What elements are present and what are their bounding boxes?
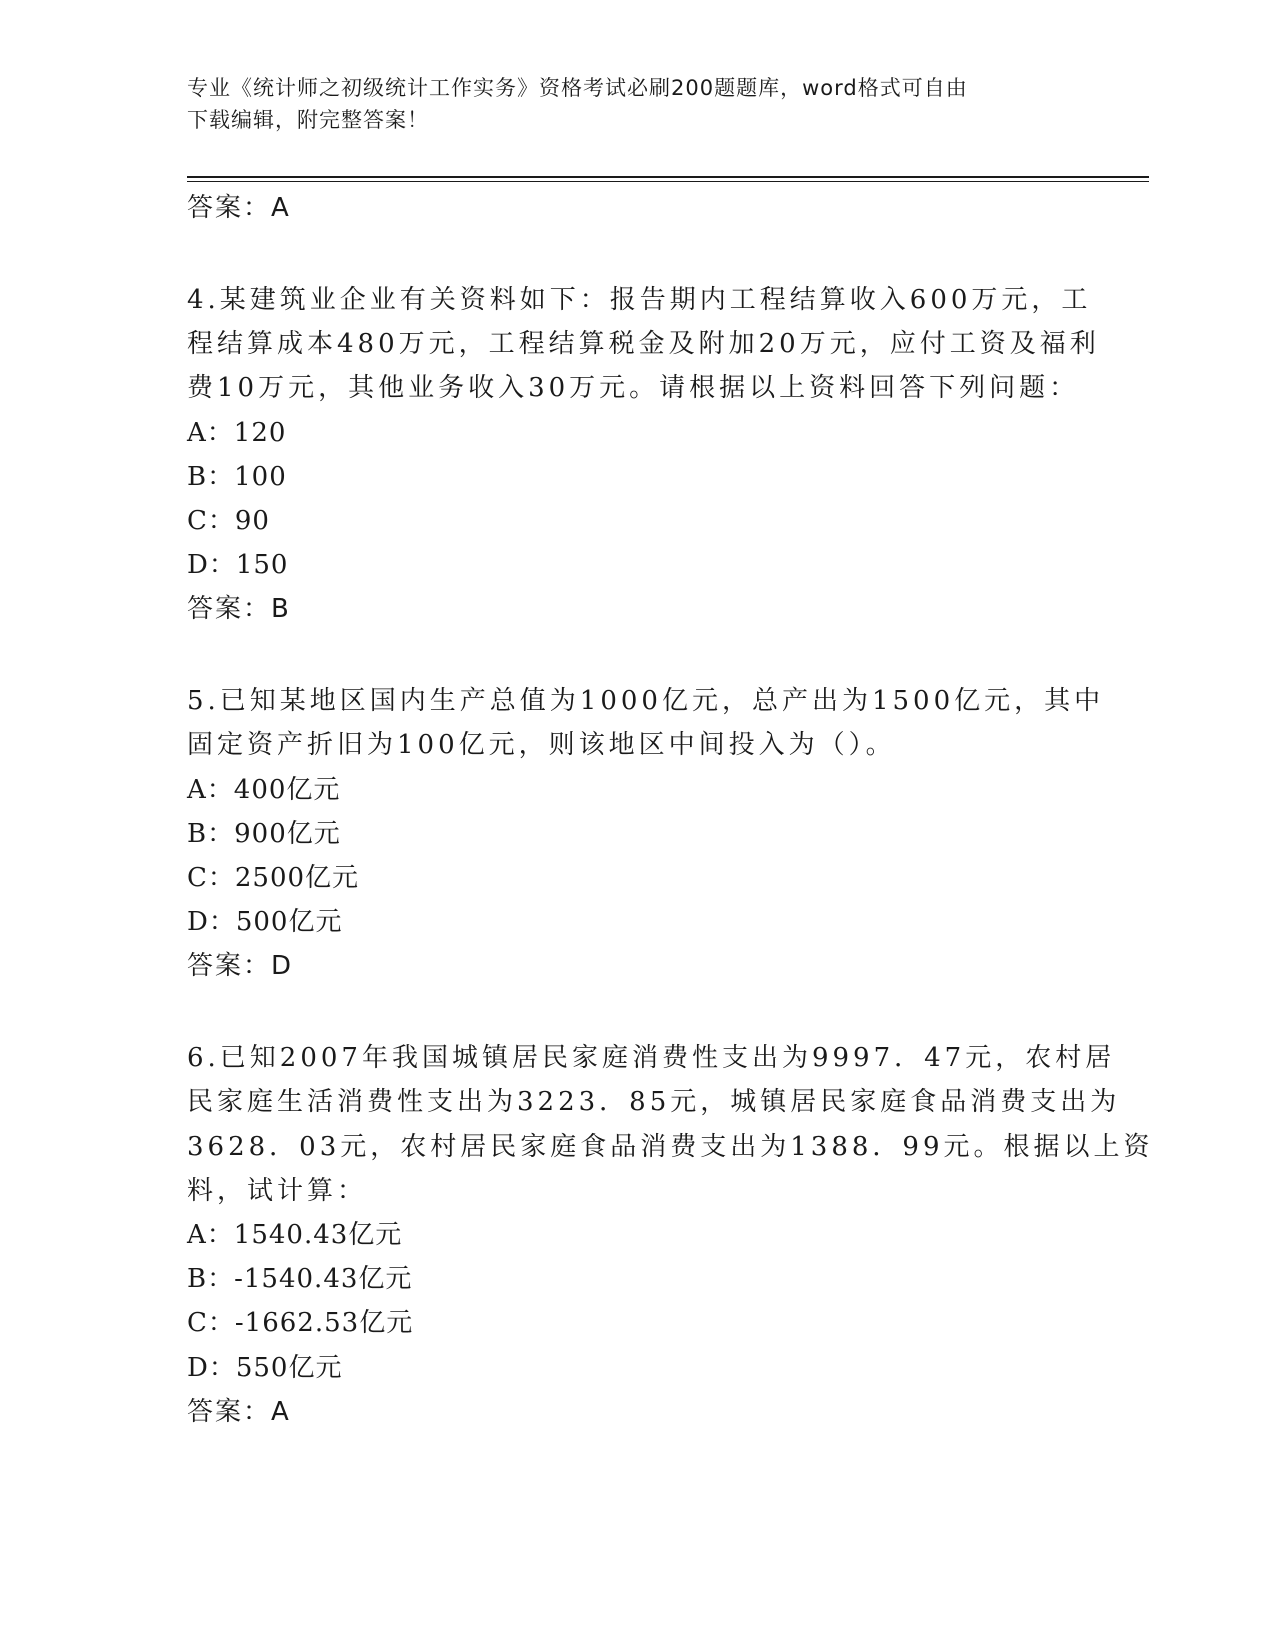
- answer-label: 答案：B: [187, 594, 291, 624]
- question-text-line: 民家庭生活消费性支出为3223．85元，城镇居民家庭食品消费支出为: [187, 1087, 1121, 1117]
- header-line-2: 下载编辑，附完整答案！: [187, 108, 429, 132]
- option-a: A：400亿元: [187, 775, 341, 805]
- header-divider-thick: [187, 176, 1149, 178]
- option-b: B：-1540.43亿元: [187, 1264, 413, 1294]
- option-c: C：90: [187, 506, 270, 536]
- option-b: B：100: [187, 462, 287, 492]
- question-text-line: 6.已知2007年我国城镇居民家庭消费性支出为9997．47元，农村居: [187, 1043, 1116, 1073]
- question-text-line: 5.已知某地区国内生产总值为1000亿元，总产出为1500亿元，其中: [187, 686, 1105, 716]
- header-divider-thin: [187, 181, 1149, 182]
- answer-label: 答案：D: [187, 951, 294, 981]
- question-text-line: 程结算成本480万元，工程结算税金及附加20万元，应付工资及福利: [187, 329, 1100, 359]
- answer-label: 答案：A: [187, 1397, 291, 1427]
- question-text-line: 费10万元，其他业务收入30万元。请根据以上资料回答下列问题：: [187, 373, 1080, 403]
- header-line-1: 专业《统计师之初级统计工作实务》资格考试必刷200题题库，word格式可自由: [187, 76, 968, 100]
- question-text-line: 3628．03元，农村居民家庭食品消费支出为1388．99元。根据以上资: [187, 1132, 1154, 1162]
- option-c: C：-1662.53亿元: [187, 1308, 414, 1338]
- question-text-line: 料，试计算：: [187, 1176, 368, 1206]
- question-text-line: 4.某建筑业企业有关资料如下：报告期内工程结算收入600万元，工: [187, 285, 1092, 315]
- option-c: C：2500亿元: [187, 863, 360, 893]
- option-b: B：900亿元: [187, 819, 341, 849]
- option-d: D：150: [187, 550, 289, 580]
- option-a: A：120: [187, 418, 287, 448]
- answer-label: 答案：A: [187, 193, 291, 223]
- option-a: A：1540.43亿元: [187, 1220, 403, 1250]
- option-d: D：500亿元: [187, 907, 343, 937]
- option-d: D：550亿元: [187, 1353, 343, 1383]
- question-text-line: 固定资产折旧为100亿元，则该地区中间投入为（）。: [187, 730, 896, 760]
